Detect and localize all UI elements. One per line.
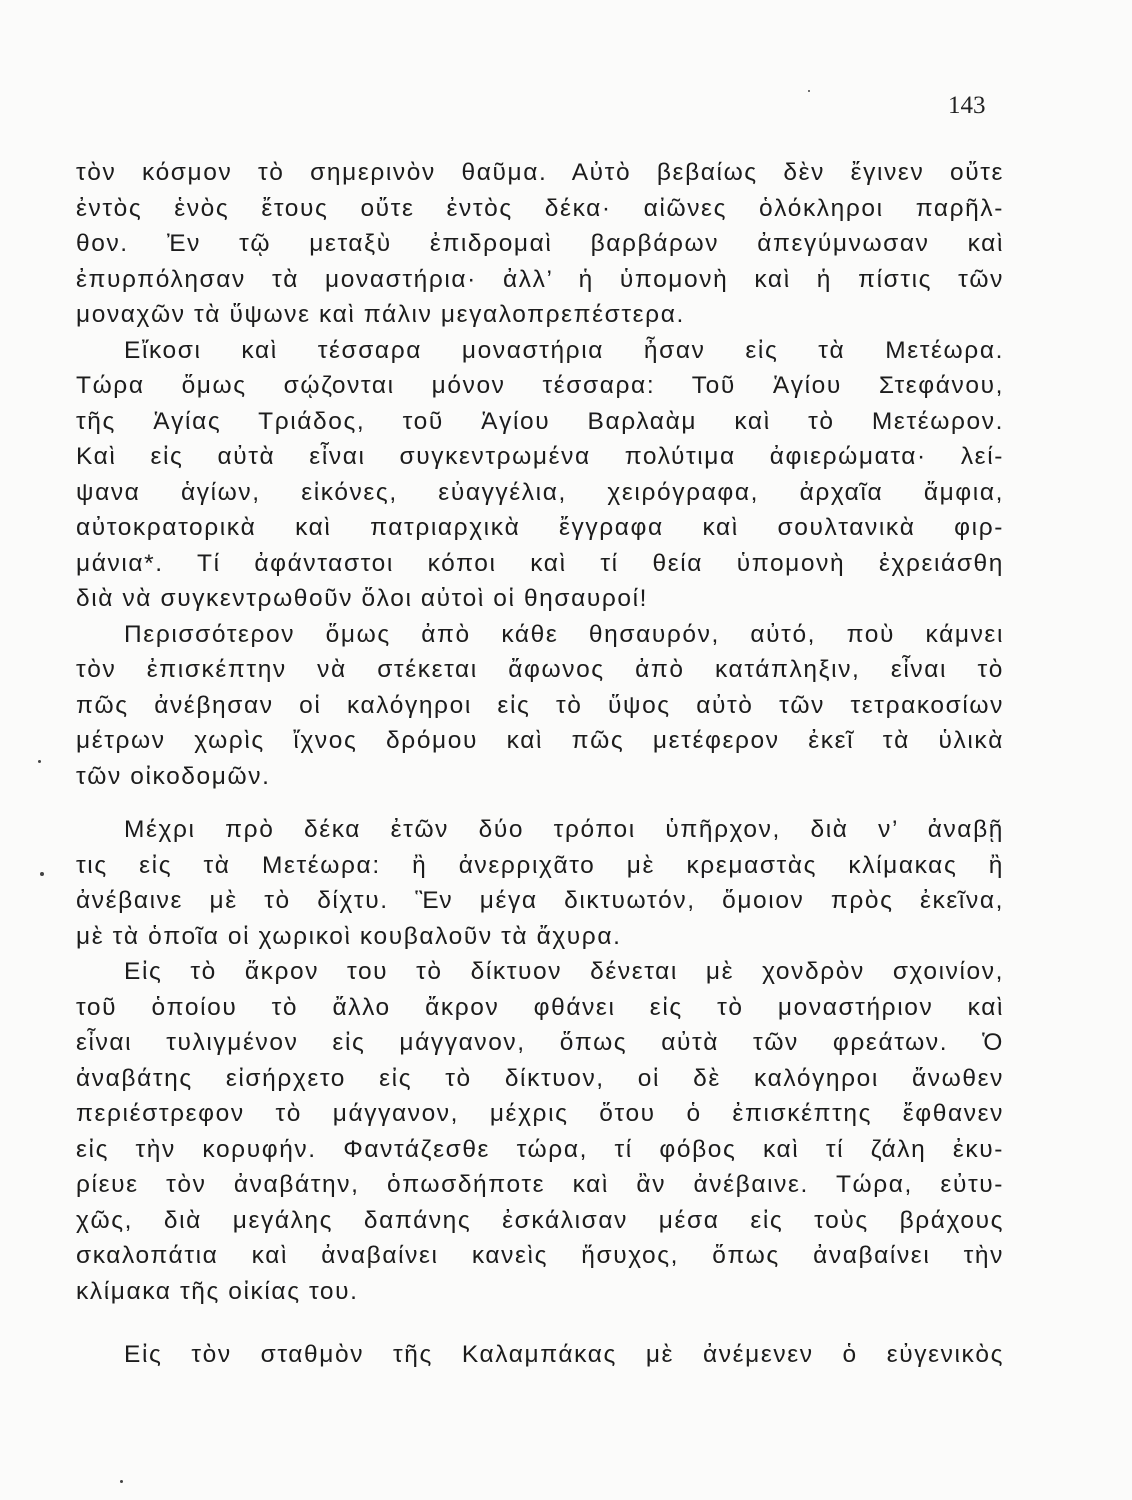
paragraph-gap xyxy=(76,794,1004,812)
text-line: τις εἰς τὰ Μετέωρα: ἢ ἀνερριχᾶτο μὲ κρεμαστὰς κλίμακας ἢ xyxy=(76,851,1004,879)
page-number: 143 xyxy=(948,92,986,119)
text-line: Εἴκοσι καὶ τέσσαρα μοναστήρια ἦσαν εἰς τὰ Μετέωρα. xyxy=(124,336,1004,364)
scan-speck xyxy=(120,1480,123,1483)
text-line: τῆς Ἁγίας Τριάδος, τοῦ Ἁγίου Βαρλαὰμ καὶ τὸ Μετέωρον. xyxy=(76,407,1004,435)
text-line: μὲ τὰ ὁποῖα οἱ χωρικοὶ κουβαλοῦν τὰ ἄχυρα. xyxy=(76,922,622,950)
text-line: ρίευε τὸν ἀναβάτην, ὁπωσδήποτε καὶ ἂν ἀνέβαινε. Τώρα, εὐτυ- xyxy=(76,1171,1004,1198)
text-line: ἀναβάτης εἰσήρχετο εἰς τὸ δίκτυον, οἱ δὲ καλόγηροι ἄνωθεν xyxy=(76,1064,1004,1092)
text-line: περιέστρεφον τὸ μάγγανον, μέχρις ὅτου ὁ ἐπισκέπτης ἔφθανεν xyxy=(76,1100,1004,1127)
text-line: τῶν οἰκοδομῶν. xyxy=(76,762,271,790)
text-line: Τώρα ὅμως σῴζονται μόνον τέσσαρα: Τοῦ Ἁγίου Στεφάνου, xyxy=(76,372,1004,399)
text-line: διὰ νὰ συγκεντρωθοῦν ὅλοι αὐτοὶ οἱ θησαυροί! xyxy=(76,585,649,612)
text-line: ἀνέβαινε μὲ τὸ δίχτυ. Ἓν μέγα δικτυωτόν, ὅμοιον πρὸς ἐκεῖνα, xyxy=(76,887,1004,914)
text-line: μάνια*. Τί ἀφάνταστοι κόποι καὶ τί θεία ὑπομονὴ ἐχρειάσθη xyxy=(76,549,1004,577)
text-line: τὸν κόσμον τὸ σημερινὸν θαῦμα. Αὐτὸ βεβαίως δὲν ἔγινεν οὔτε xyxy=(76,159,1004,186)
scan-speck xyxy=(808,90,810,92)
paragraph xyxy=(76,954,1004,1309)
text-line: κλίμακα τῆς οἰκίας του. xyxy=(76,1277,359,1305)
text-line: τὸν ἐπισκέπτην νὰ στέκεται ἄφωνος ἀπὸ κατάπληξιν, εἶναι τὸ xyxy=(76,656,1004,683)
paragraph xyxy=(76,812,1004,954)
text-line: Περισσότερον ὅμως ἀπὸ κάθε θησαυρόν, αὐτό, ποὺ κάμνει xyxy=(124,620,1004,648)
paragraph xyxy=(76,333,1004,617)
scan-speck xyxy=(40,872,44,876)
text-line: χῶς, διὰ μεγάλης δαπάνης ἐσκάλισαν μέσα εἰς τοὺς βράχους xyxy=(76,1206,1004,1234)
scan-speck xyxy=(38,760,41,763)
body-text xyxy=(76,155,1004,1373)
text-line: ψανα ἁγίων, εἰκόνες, εὐαγγέλια, χειρόγραφα, ἀρχαῖα ἄμφια, xyxy=(76,478,1004,506)
paragraph-gap xyxy=(76,1309,1004,1337)
text-line: ἐντὸς ἑνὸς ἔτους οὔτε ἐντὸς δέκα· αἰῶνες ὁλόκληροι παρῆλ- xyxy=(76,194,1004,222)
text-line: ἐπυρπόλησαν τὰ μοναστήρια· ἀλλ’ ἡ ὑπομονὴ καὶ ἡ πίστις τῶν xyxy=(76,265,1004,293)
text-line: εἰς τὴν κορυφήν. Φαντάζεσθε τώρα, τί φόβος καὶ τί ζάλη ἐκυ- xyxy=(76,1135,1004,1163)
text-line: αὐτοκρατορικὰ καὶ πατριαρχικὰ ἔγγραφα καὶ σουλτανικὰ φιρ- xyxy=(76,514,1004,541)
paragraph xyxy=(76,617,1004,795)
text-line: τοῦ ὁποίου τὸ ἄλλο ἄκρον φθάνει εἰς τὸ μοναστήριον καὶ xyxy=(76,993,1004,1021)
paragraph xyxy=(76,155,1004,333)
text-line: μέτρων χωρὶς ἴχνος δρόμου καὶ πῶς μετέφερον ἐκεῖ τὰ ὑλικὰ xyxy=(76,727,1004,754)
text-line: Μέχρι πρὸ δέκα ἐτῶν δύο τρόποι ὑπῆρχον, διὰ ν’ ἀναβῇ xyxy=(124,816,1004,843)
paragraph xyxy=(76,1337,1004,1373)
text-line: Καὶ εἰς αὐτὰ εἶναι συγκεντρωμένα πολύτιμα ἀφιερώματα· λεί- xyxy=(76,443,1004,470)
text-line: εἶναι τυλιγμένον εἰς μάγγανον, ὅπως αὐτὰ τῶν φρεάτων. Ὁ xyxy=(76,1029,1004,1056)
text-line: μοναχῶν τὰ ὕψωνε καὶ πάλιν μεγαλοπρεπέστερα. xyxy=(76,301,685,328)
text-line: Εἰς τὸ ἄκρον του τὸ δίκτυον δένεται μὲ χονδρὸν σχοινίον, xyxy=(124,958,1004,985)
text-line: θον. Ἐν τῷ μεταξὺ ἐπιδρομαὶ βαρβάρων ἀπεγύμνωσαν καὶ xyxy=(76,230,1004,257)
text-line: πῶς ἀνέβησαν οἱ καλόγηροι εἰς τὸ ὕψος αὐτὸ τῶν τετρακοσίων xyxy=(76,691,1004,719)
text-line: Εἰς τὸν σταθμὸν τῆς Καλαμπάκας μὲ ἀνέμενεν ὁ εὐγενικὸς xyxy=(124,1341,1004,1368)
text-line: σκαλοπάτια καὶ ἀναβαίνει κανεὶς ἥσυχος, ὅπως ἀναβαίνει τὴν xyxy=(76,1242,1004,1269)
